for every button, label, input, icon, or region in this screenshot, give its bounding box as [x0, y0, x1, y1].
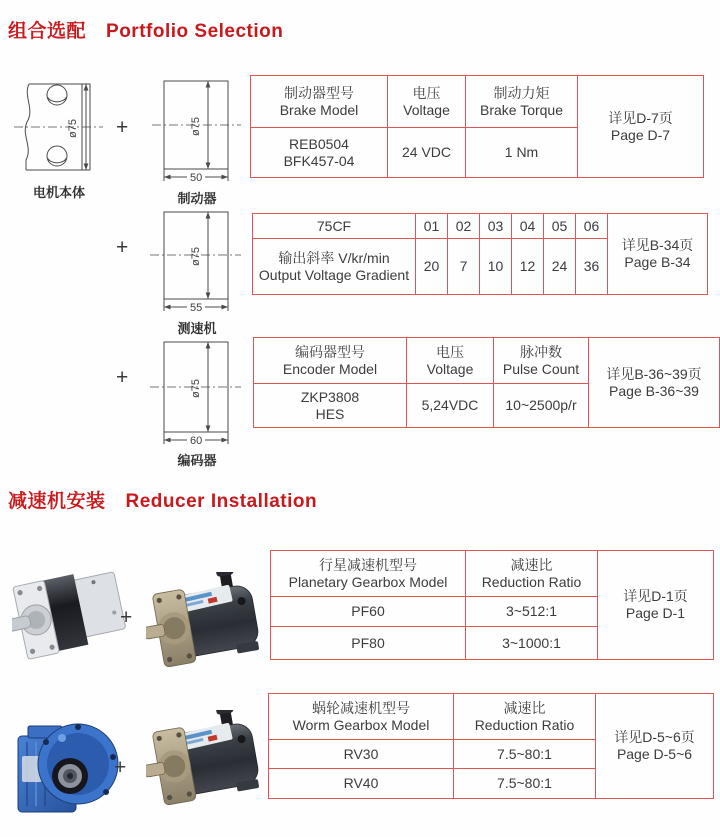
- motor-body-label: 电机本体: [32, 185, 85, 200]
- gradient-label-cell: [253, 239, 416, 295]
- encoder-width-label: 60: [190, 435, 203, 447]
- heading-en: Portfolio Selection: [106, 21, 284, 42]
- header-en: Brake Torque: [479, 101, 563, 118]
- worm-model-cell: RV30: [269, 740, 454, 769]
- brake-model-value-cell: [251, 128, 388, 178]
- note-en: Page B-36~39: [609, 382, 699, 399]
- tacho-width-label: 55: [190, 302, 203, 314]
- note-en: Page D-7: [610, 126, 671, 143]
- tacho-label: 测速机: [177, 321, 217, 336]
- label-zh: 输出斜率 V/kr/min: [278, 249, 390, 266]
- code-cell: 03: [480, 214, 512, 239]
- heading-zh: 减速机安装: [8, 491, 106, 512]
- motor-body-dia-label: ø75: [67, 119, 79, 138]
- note-en: Page B-34: [624, 254, 691, 270]
- gradient-value-cell: 7: [448, 239, 480, 295]
- header-zh: 编码器型号: [295, 343, 365, 360]
- encoder-table: [253, 337, 720, 428]
- planetary-ratio-cell: 3~1000:1: [466, 627, 598, 660]
- heading-zh: 组合选配: [8, 21, 87, 42]
- encoder-model-header-cell: [254, 338, 407, 384]
- note-zh: 详见D-5~6页: [614, 729, 695, 746]
- brake-diagram: [150, 78, 244, 184]
- motor-photo: [146, 710, 262, 808]
- header-en: Brake Model: [279, 101, 359, 118]
- header-en: Pulse Count: [502, 360, 580, 377]
- code-cell: 06: [576, 214, 608, 239]
- tacho-dia-label: ø75: [190, 247, 202, 266]
- brake-voltage-value-cell: 24 VDC: [388, 128, 466, 178]
- planetary-model-header-cell: [271, 551, 466, 597]
- header-en: Reduction Ratio: [474, 716, 575, 733]
- motor-photo: [146, 572, 262, 670]
- encoder-pulses-value-cell: 10~2500p/r: [494, 384, 589, 428]
- header-zh: 减速比: [510, 556, 553, 573]
- header-zh: 蜗轮减速机型号: [312, 699, 410, 716]
- worm-ratio-cell: 7.5~80:1: [454, 740, 596, 769]
- plus-sign: +: [120, 606, 133, 629]
- note-en: Page D-5~6: [616, 746, 693, 762]
- encoder-model-value-cell: [254, 384, 407, 428]
- encoder-dia-label: ø75: [190, 379, 202, 398]
- voltage-header-cell: [407, 338, 494, 384]
- gradient-table: [252, 213, 708, 295]
- reducer-installation-heading: [8, 486, 317, 513]
- worm-page-note-cell: [596, 694, 714, 799]
- brake-page-note-cell: [578, 76, 704, 178]
- plus-sign: +: [116, 236, 129, 259]
- model-line2: BFK457-04: [283, 152, 355, 169]
- planetary-model-cell: PF60: [271, 597, 466, 627]
- brake-width-label: 50: [190, 172, 203, 184]
- model-line1: REB0504: [289, 135, 349, 152]
- encoder-label: 编码器: [177, 453, 217, 468]
- tacho-diagram: [150, 205, 244, 315]
- worm-gearbox-photo: [14, 700, 120, 824]
- encoder-voltage-value-cell: 5,24VDC: [407, 384, 494, 428]
- header-zh: 电压: [412, 84, 441, 101]
- note-zh: 详见B-34页: [621, 237, 694, 254]
- note-zh: 详见D-1页: [623, 588, 688, 605]
- header-zh: 脉冲数: [520, 343, 562, 360]
- reduction-ratio-header-cell: [466, 551, 598, 597]
- heading-en: Reducer Installation: [125, 491, 318, 512]
- gradient-value-cell: 24: [544, 239, 576, 295]
- reduction-ratio-header-cell: [454, 694, 596, 740]
- header-zh: 电压: [436, 343, 464, 360]
- brake-table: [250, 75, 704, 178]
- header-en: Voltage: [403, 101, 450, 118]
- gradient-page-note-cell: [608, 214, 708, 295]
- worm-table: [268, 693, 714, 799]
- header-en: Planetary Gearbox Model: [288, 573, 448, 590]
- worm-model-cell: RV40: [269, 769, 454, 799]
- brake-label: 制动器: [177, 191, 217, 206]
- pulse-count-header-cell: [494, 338, 589, 384]
- plus-sign: +: [116, 366, 129, 389]
- header-zh: 制动力矩: [493, 84, 550, 101]
- gradient-value-cell: 12: [512, 239, 544, 295]
- gradient-value-cell: 10: [480, 239, 512, 295]
- header-zh: 减速比: [503, 699, 546, 716]
- note-en: Page D-1: [625, 605, 686, 621]
- worm-model-header-cell: [269, 694, 454, 740]
- planetary-table: [270, 550, 714, 660]
- brake-dia-label: ø75: [190, 117, 202, 136]
- plus-sign: +: [114, 756, 127, 779]
- gradient-value-cell: 36: [576, 239, 608, 295]
- brake-model-header-cell: [251, 76, 388, 128]
- plus-sign: +: [116, 116, 129, 139]
- motor-body-diagram: [12, 76, 106, 176]
- header-en: Worm Gearbox Model: [292, 716, 430, 733]
- header-zh: 制动器型号: [284, 84, 354, 101]
- header-en: Reduction Ratio: [481, 573, 582, 590]
- label-en: Output Voltage Gradient: [258, 266, 410, 283]
- portfolio-selection-heading: [8, 16, 283, 43]
- code-cell: 02: [448, 214, 480, 239]
- gradient-value-cell: 20: [416, 239, 448, 295]
- planetary-ratio-cell: 3~512:1: [466, 597, 598, 627]
- model-line2: HES: [315, 405, 345, 422]
- code-cell: 04: [512, 214, 544, 239]
- voltage-header-cell: [388, 76, 466, 128]
- header-en: Encoder Model: [282, 360, 378, 377]
- encoder-page-note-cell: [589, 338, 720, 428]
- worm-ratio-cell: 7.5~80:1: [454, 769, 596, 799]
- planetary-model-cell: PF80: [271, 627, 466, 660]
- brake-torque-header-cell: [466, 76, 578, 128]
- header-zh: 行星减速机型号: [319, 556, 417, 573]
- series-cell: 75CF: [253, 214, 416, 239]
- header-en: Voltage: [426, 360, 474, 377]
- brake-torque-value-cell: 1 Nm: [466, 128, 578, 178]
- planetary-gearbox-photo: [12, 560, 126, 672]
- planetary-page-note-cell: [598, 551, 714, 660]
- model-line1: ZKP3808: [300, 388, 360, 405]
- encoder-diagram: [150, 335, 244, 448]
- code-cell: 05: [544, 214, 576, 239]
- note-zh: 详见D-7页: [608, 109, 673, 126]
- code-cell: 01: [416, 214, 448, 239]
- note-zh: 详见B-36~39页: [606, 365, 702, 382]
